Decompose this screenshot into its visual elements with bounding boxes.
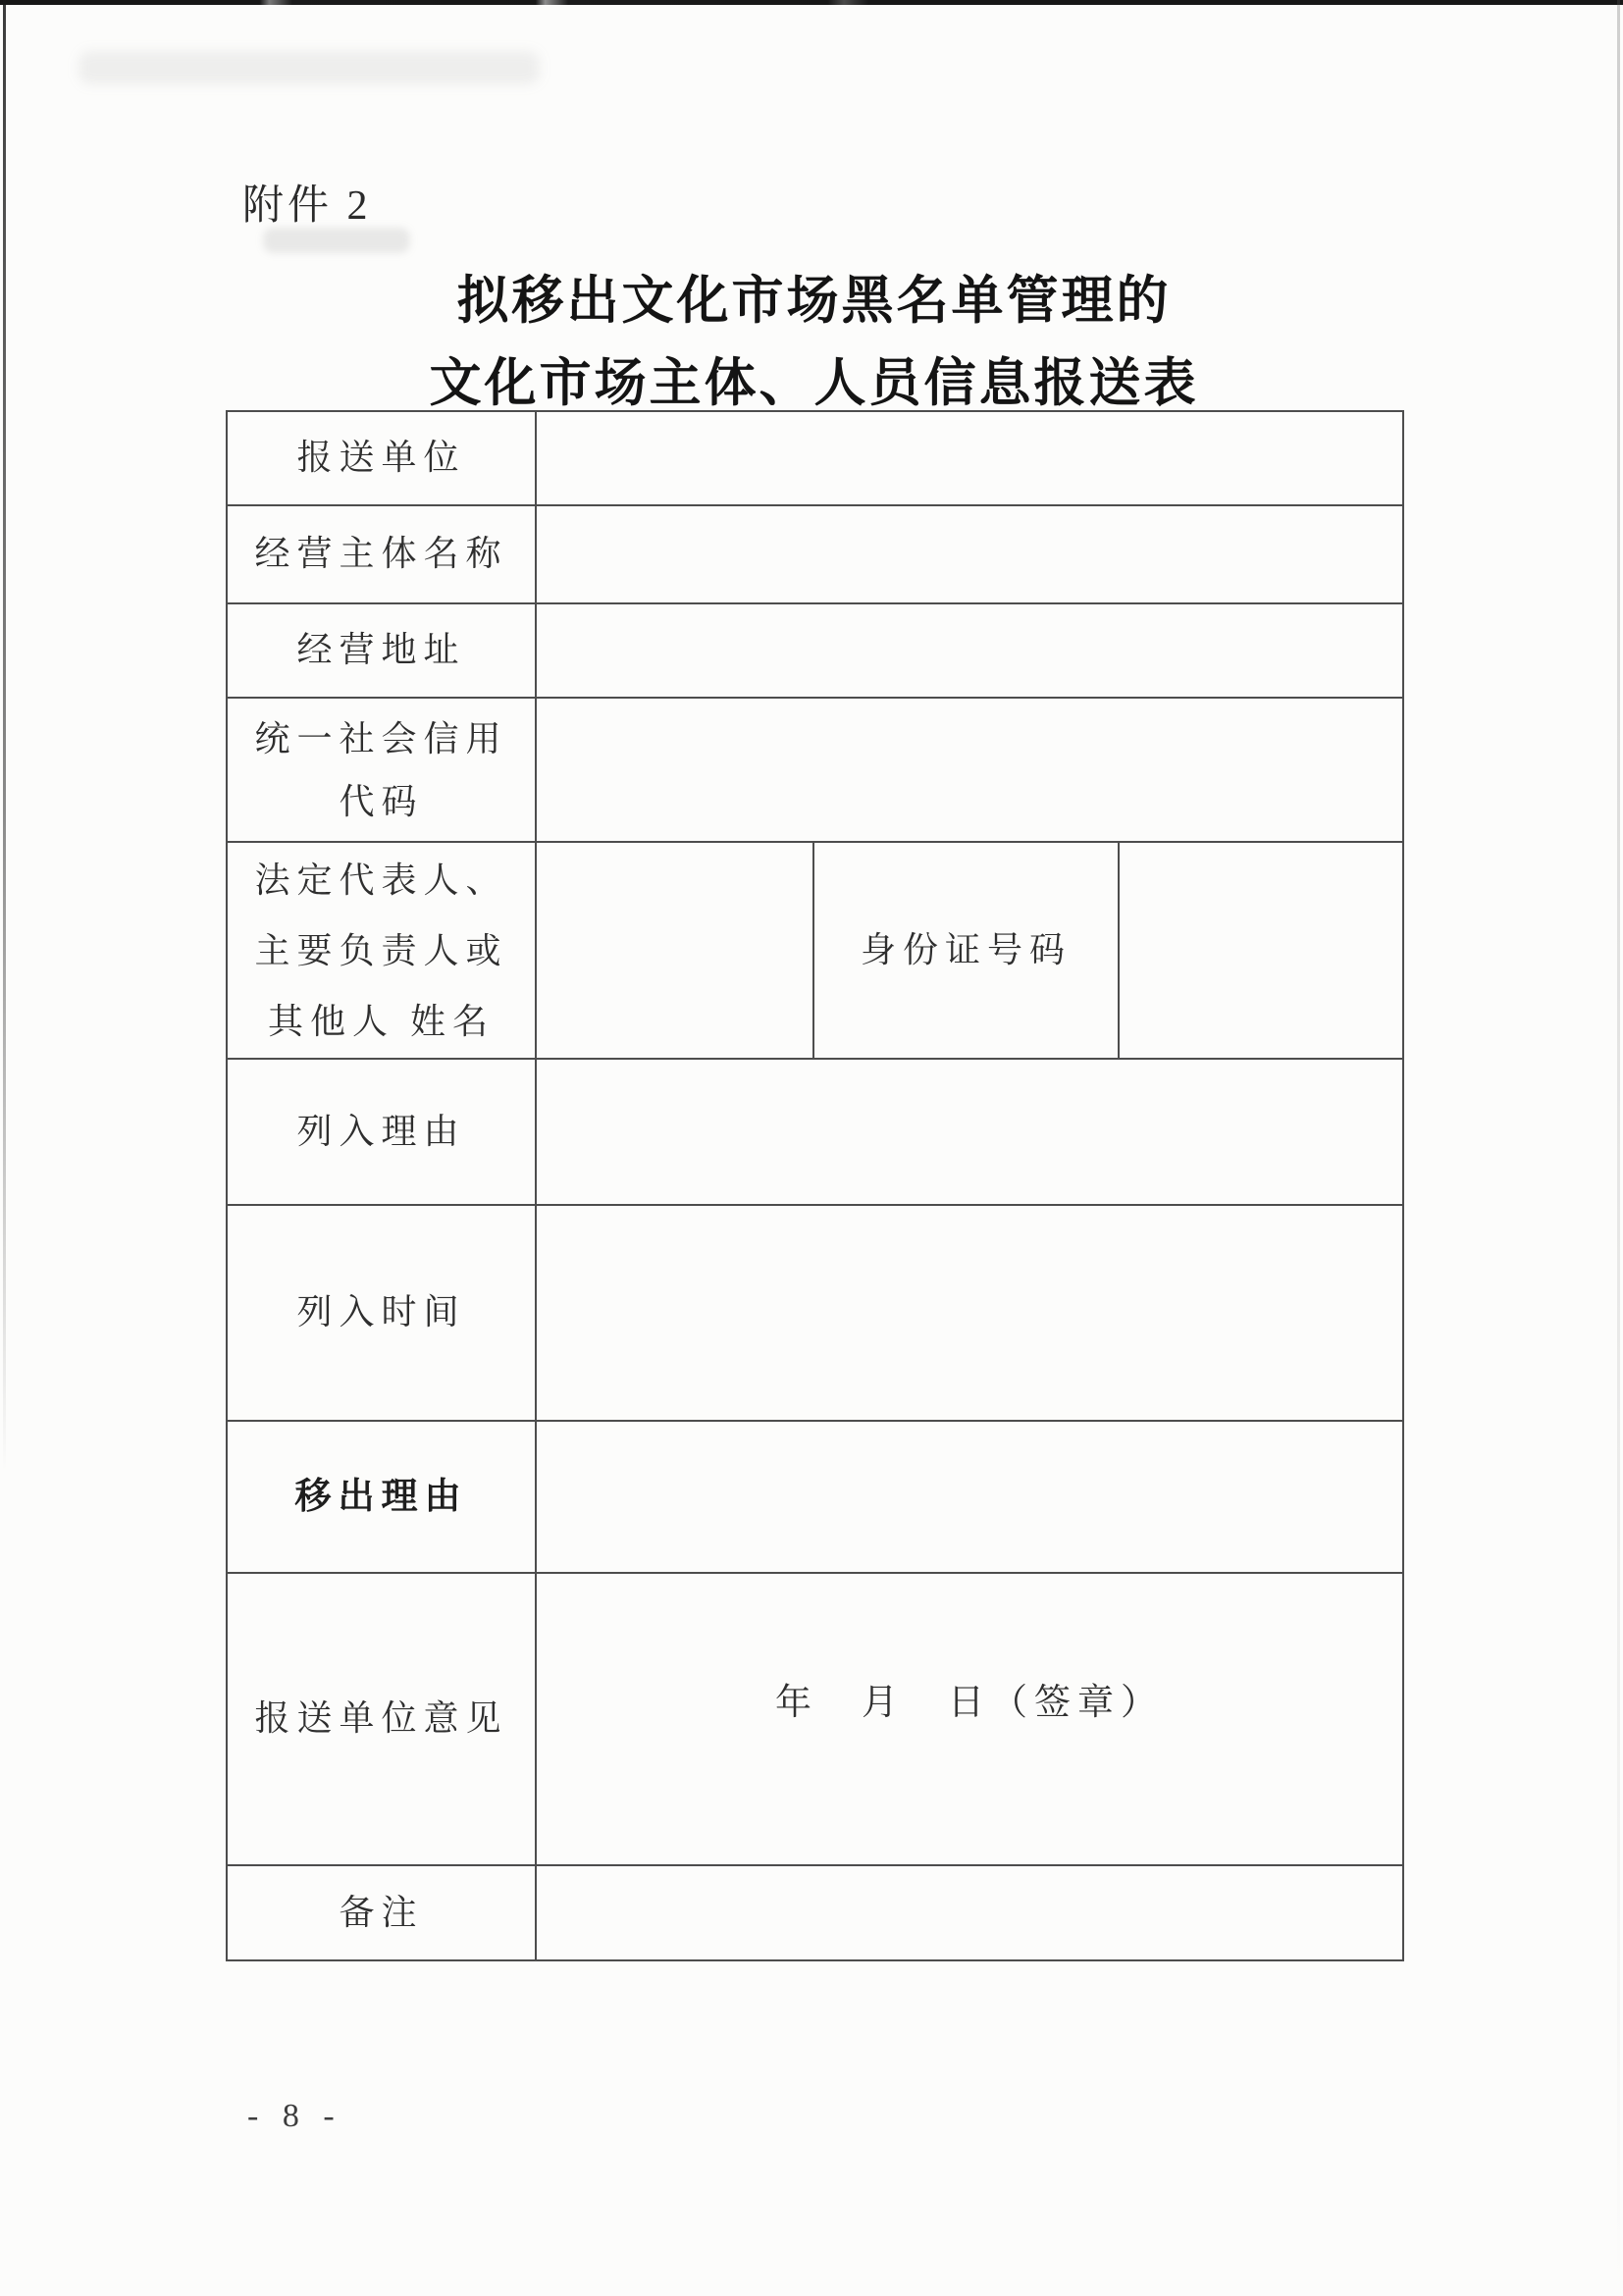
label-line: 代码 (339, 781, 424, 821)
form-table (226, 410, 1404, 1961)
row-value-remarks (536, 1865, 1403, 1960)
document-title-line-2: 文化市场主体、人员信息报送表 (429, 355, 1199, 412)
row-label-remarks: 备注 (227, 1865, 536, 1960)
row-label-reporting-unit-opinion: 报送单位意见 (227, 1573, 536, 1865)
table-row (227, 1573, 1403, 1865)
table-row (227, 1059, 1403, 1205)
sign-date-line: 年 月 日（签章） (775, 1683, 1165, 1723)
row-value-unified-social-credit-code (536, 698, 1403, 842)
table-row (227, 698, 1403, 842)
row-value-business-address (536, 603, 1403, 698)
row-label-business-entity-name: 经营主体名称 (227, 505, 536, 603)
table-row (227, 1421, 1403, 1573)
row-label-removal-reason: 移出理由 (227, 1421, 536, 1573)
page-number: - 8 - (247, 2098, 342, 2134)
table-row (227, 411, 1403, 505)
scan-artifact-right-edge (1617, 0, 1620, 2296)
table-row (227, 505, 1403, 603)
label-line: 统一社会信用 (254, 718, 508, 758)
label-line: 主要负责人或 (254, 930, 508, 970)
row-value-reporting-unit-opinion (536, 1573, 1403, 1865)
row-value-removal-reason (536, 1421, 1403, 1573)
row-label-reporting-unit: 报送单位 (227, 411, 536, 505)
row-value-inclusion-time (536, 1205, 1403, 1421)
row-label-business-address: 经营地址 (227, 603, 536, 698)
attachment-label: 附件 2 (242, 183, 372, 229)
label-line: 法定代表人、 (254, 860, 508, 900)
table-row (227, 1205, 1403, 1421)
table-row (227, 603, 1403, 698)
scan-artifact-left-edge (3, 0, 6, 1472)
row-value-legal-representative-name (536, 842, 813, 1059)
row-label-unified-social-credit-code (227, 698, 536, 842)
row-value-inclusion-reason (536, 1059, 1403, 1205)
row-label-inclusion-reason: 列入理由 (227, 1059, 536, 1205)
row-label-inclusion-time: 列入时间 (227, 1205, 536, 1421)
row-label-id-card-number: 身份证号码 (813, 842, 1119, 1059)
row-value-business-entity-name (536, 505, 1403, 603)
document-title-line-1: 拟移出文化市场黑名单管理的 (456, 273, 1172, 330)
table-row (227, 1865, 1403, 1960)
scan-artifact-smudge (79, 51, 540, 84)
row-value-id-card-number (1119, 842, 1403, 1059)
table-row (227, 842, 1403, 1059)
label-line: 其他人 姓名 (267, 1001, 495, 1041)
row-label-legal-representative-name (227, 842, 536, 1059)
row-value-reporting-unit (536, 411, 1403, 505)
scan-artifact-top-edge (0, 0, 1623, 5)
